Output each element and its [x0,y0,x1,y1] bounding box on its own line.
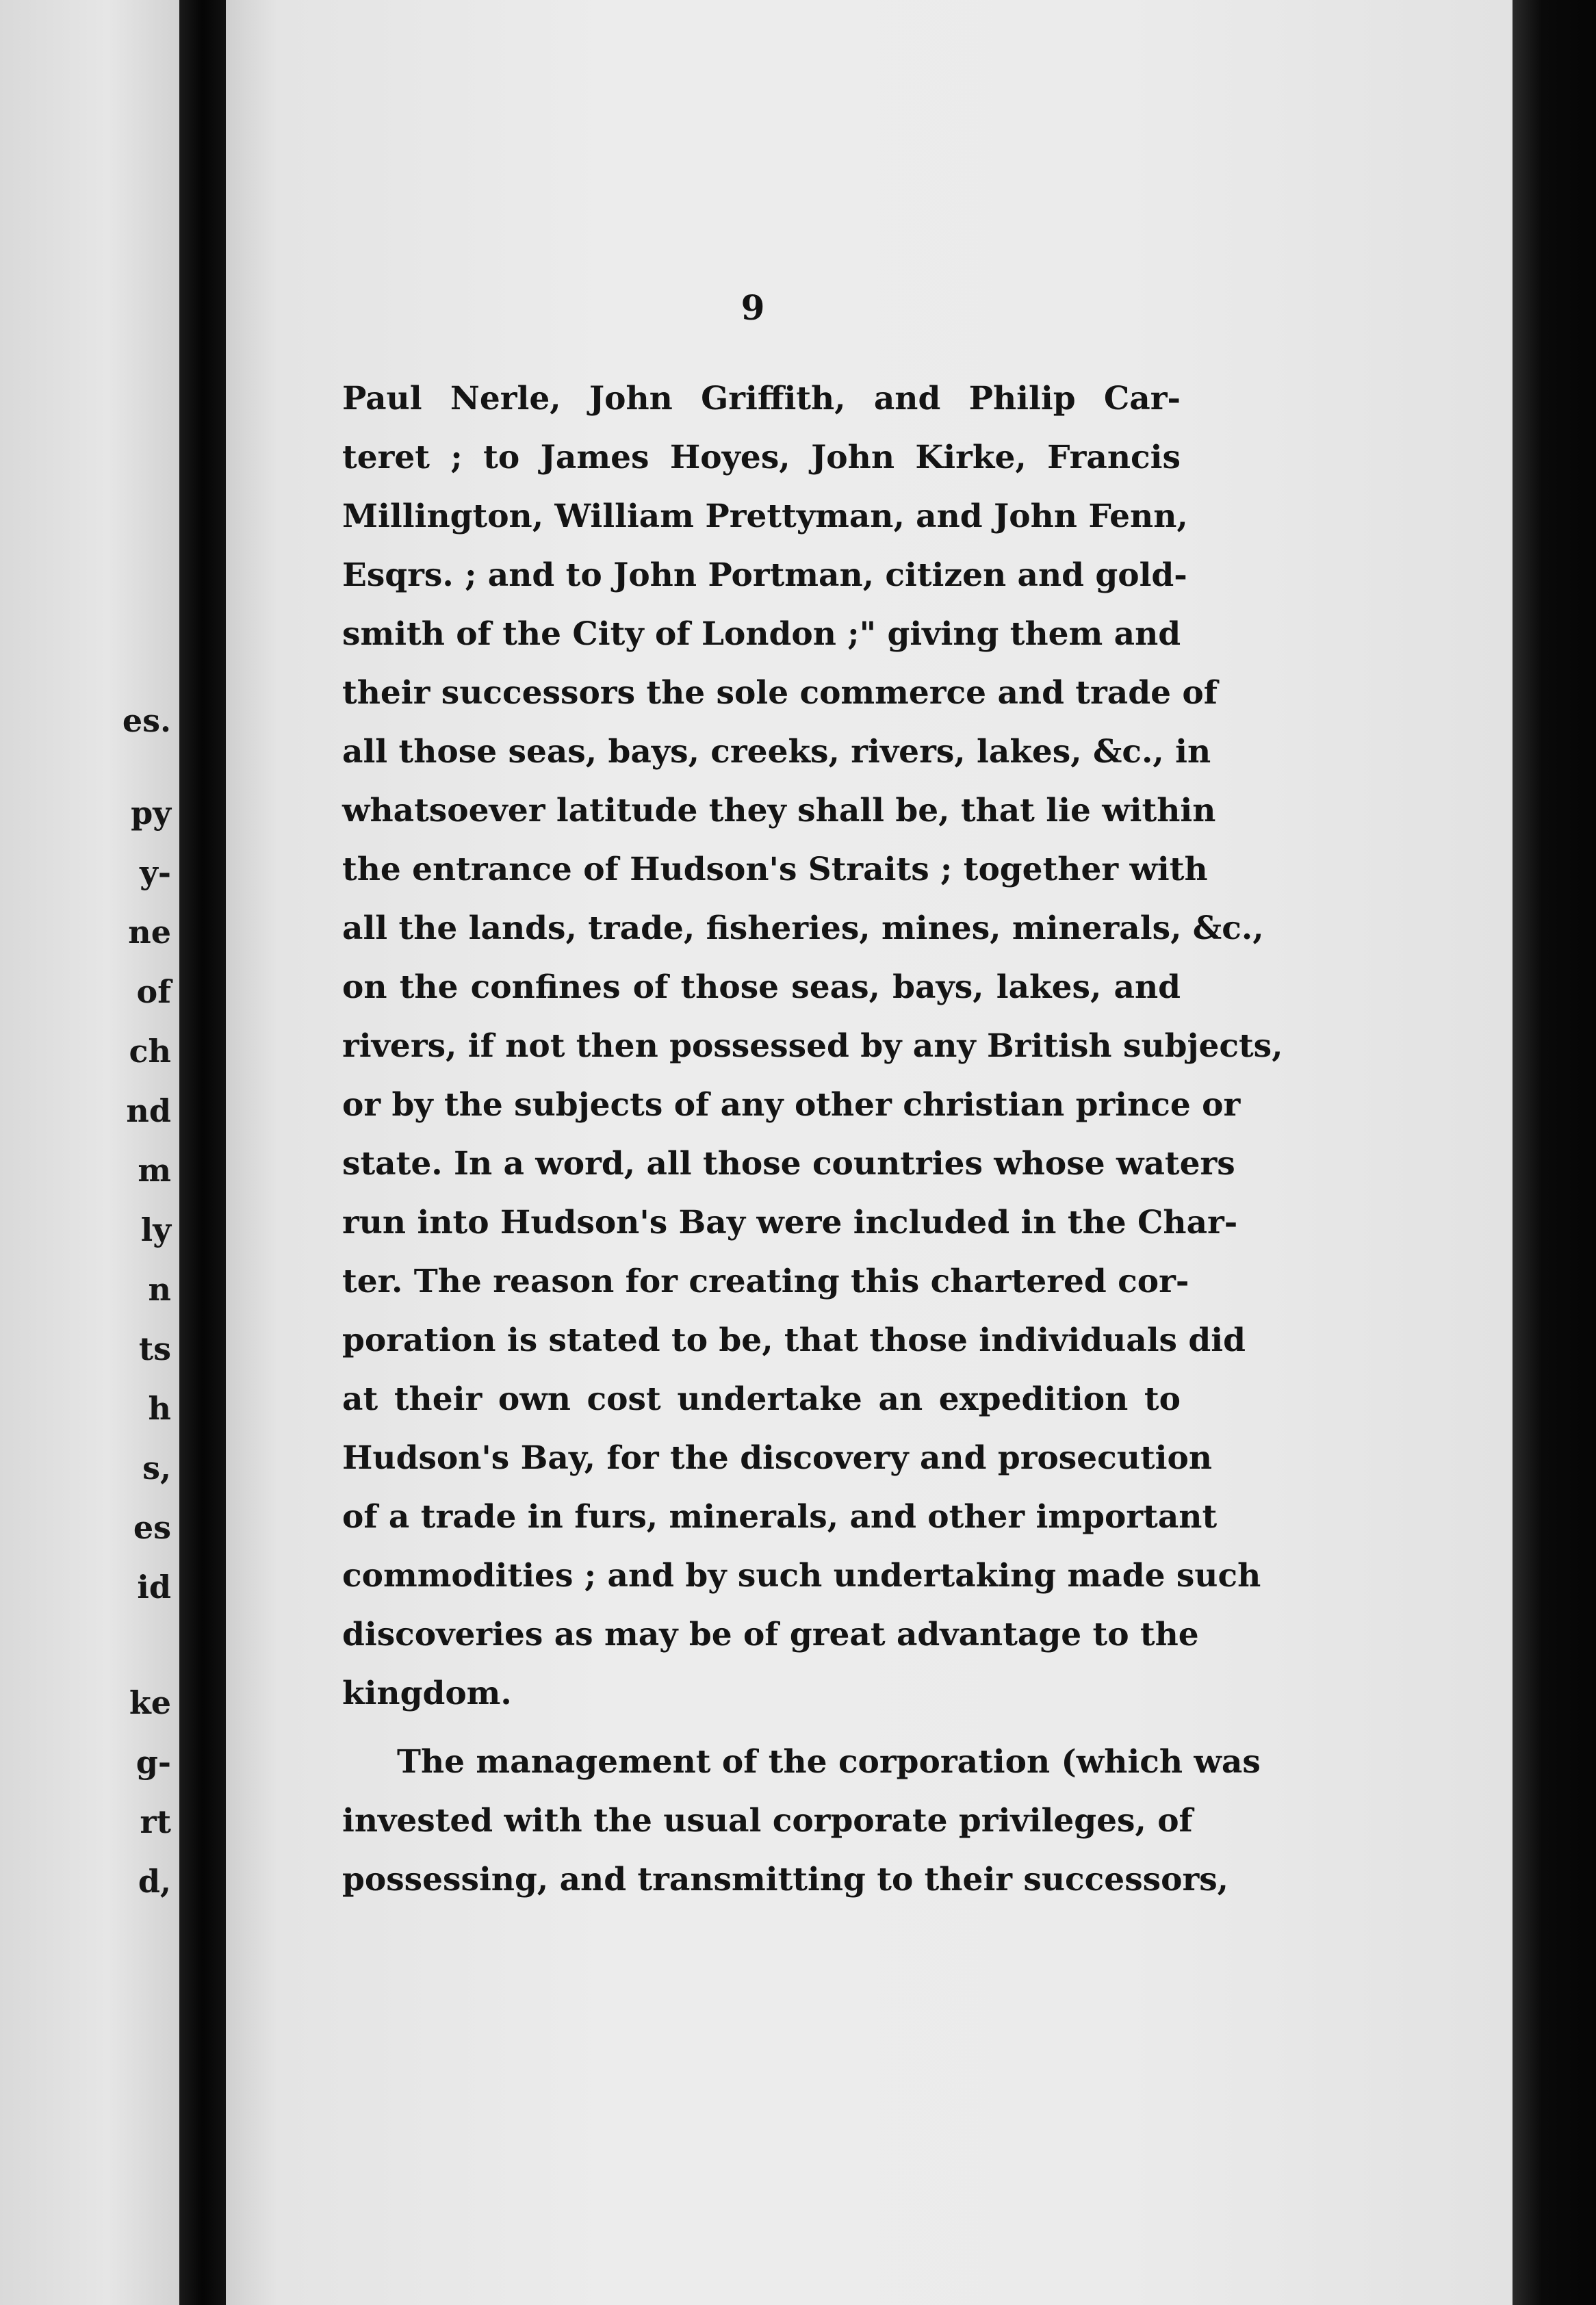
text-line: state. In a word, all those countries whose waters [342,1145,1235,1183]
text-line: Hudson's Bay, for the discovery and prosecution [342,1439,1213,1477]
text-line: ter. The reason for creating this chartered cor- [342,1263,1189,1300]
text-line: Paul Nerle, John Griffith, and Philip Car- [342,380,1181,417]
left-page-fragment: n [148,1271,171,1308]
left-page-fragment: d, [138,1863,171,1900]
left-page-fragment: id [137,1569,171,1606]
text-line: all those seas, bays, creeks, rivers, lakes, &c., in [342,733,1211,771]
left-page-fragment: ch [129,1033,171,1070]
left-page-fragment: s, [142,1450,171,1486]
text-line: all the lands, trade, fisheries, mines, minerals, &c., [342,910,1264,947]
page-edge-shadow [1513,0,1596,2305]
previous-page-text-fragments [0,0,179,2305]
text-line: invested with the usual corporate privileges, of [342,1802,1193,1840]
text-line: commodities ; and by such undertaking made such [342,1557,1261,1595]
text-line: or by the subjects of any other christian prince or [342,1086,1241,1124]
text-line: poration is stated to be, that those individuals did [342,1322,1246,1359]
text-line: possessing, and transmitting to their successors, [342,1861,1229,1898]
text-line: run into Hudson's Bay were included in the Char- [342,1204,1238,1241]
text-line: Millington, William Prettyman, and John Fenn, [342,498,1188,535]
left-page-fragment: of [136,973,171,1010]
left-page-fragment: ne [128,914,171,951]
text-line: kingdom. [342,1675,512,1712]
left-page-fragment: ly [140,1211,171,1248]
text-line: their successors the sole commerce and trade of [342,674,1218,712]
left-page-fragment: rt [140,1803,171,1840]
left-page-fragment: g- [136,1744,171,1781]
left-page-fragment: ke [129,1684,171,1721]
text-line: the entrance of Hudson's Straits ; together with [342,851,1208,888]
text-line: rivers, if not then possessed by any British subjects, [342,1027,1283,1065]
text-line: on the confines of those seas, bays, lakes, and [342,968,1181,1006]
text-line: teret ; to James Hoyes, John Kirke, Francis [342,439,1181,476]
body-text [342,370,1283,1909]
text-line: Esqrs. ; and to John Portman, citizen and gold- [342,556,1187,594]
left-page-fragment: y- [140,854,171,891]
text-line: discoveries as may be of great advantage to the [342,1616,1199,1653]
text-line: The management of the corporation (which was [397,1743,1261,1781]
book-gutter-shadow [179,0,226,2305]
left-page-fragment: es. [122,702,171,739]
previous-page-margin [0,0,179,2305]
text-line: smith of the City of London ;" giving them and [342,615,1181,653]
page-number: 9 [741,287,765,328]
text-line: of a trade in furs, minerals, and other important [342,1498,1218,1536]
text-line: at their own cost undertake an expedition to [342,1380,1181,1418]
left-page-fragment: nd [126,1092,171,1129]
left-page-fragment: ts [138,1330,171,1367]
left-page-fragment: py [131,795,171,832]
left-page-fragment: h [148,1390,171,1427]
left-page-fragment: m [138,1152,171,1189]
left-page-fragment: es [133,1509,171,1546]
text-line: whatsoever latitude they shall be, that lie within [342,792,1216,829]
